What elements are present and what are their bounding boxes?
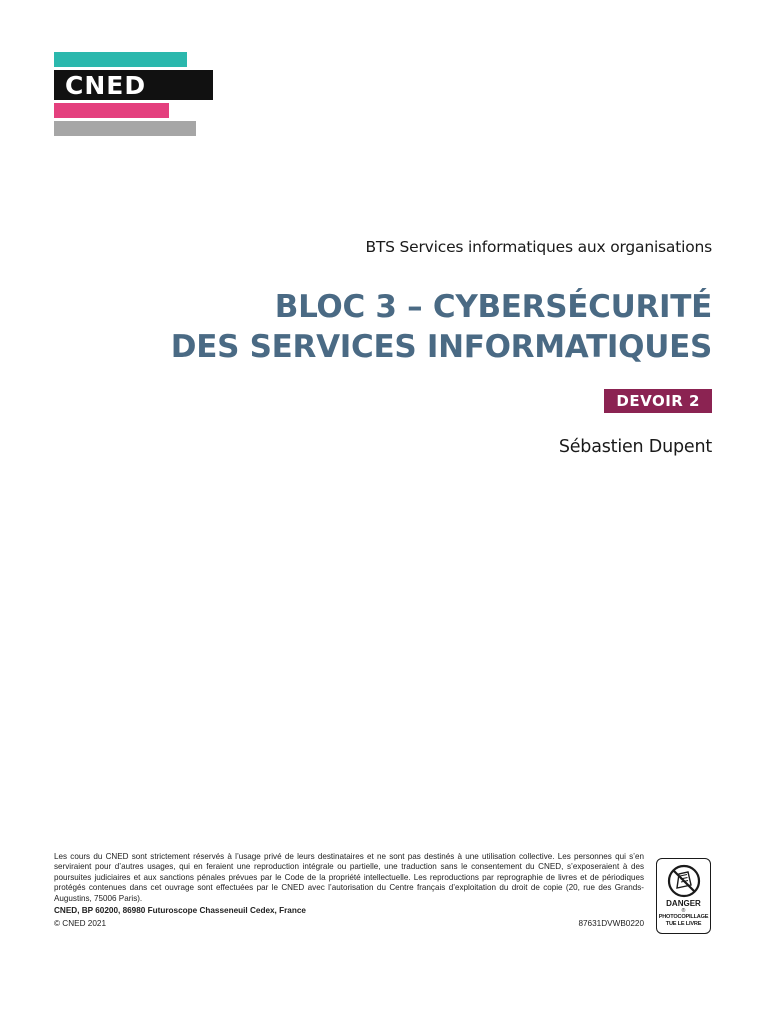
copyright: © CNED 2021 <box>54 919 106 929</box>
cned-address: CNED, BP 60200, 86980 Futuroscope Chasseneuil Cedex, France <box>54 906 306 916</box>
program-subtitle: BTS Services informatiques aux organisations <box>365 238 712 256</box>
footer-row <box>54 919 644 928</box>
devoir-badge: DEVOIR 2 <box>604 389 712 413</box>
logo-bar-teal <box>54 52 187 67</box>
legal-notice: Les cours du CNED sont strictement réservés à l’usage privé de leurs destinataires et ne sont pas destinés à une utilisation collective. Les personnes qui s’en serviraient pour d’autres usages, qui en feraient une reproduction intégrale ou partielle, une traduction sans le consentement du CNED, s’exposeraient à des poursuites judiciaires et aux sanctions pénales prévues par le Code de la propriété intellectuelle. Les reproductions par reprographie de livres et de périodiques protégés contenues dans cet ouvrage sont effectuées par le CNED avec l’autorisation du Centre français d’exploitation du droit de copie (20, rue des Grands-Augustins, 75006 Paris). <box>54 852 644 903</box>
danger-text-2: TUE LE LIVRE <box>665 920 702 927</box>
author-name: Sébastien Dupent <box>558 437 712 457</box>
logo-text: CNED <box>65 70 147 100</box>
logo-bar-pink <box>54 103 169 118</box>
danger-mark: ® <box>681 908 686 914</box>
page-title <box>92 287 712 367</box>
cover-header <box>92 238 712 457</box>
title-line-2: DES SERVICES INFORMATIQUES <box>170 329 712 365</box>
logo-bar-black <box>54 70 213 100</box>
danger-label: DANGER <box>666 899 701 908</box>
reference-code: 87631DVWB0220 <box>578 919 644 929</box>
danger-photocopillage-badge <box>656 858 711 934</box>
badge-wrap <box>92 389 712 413</box>
no-photocopy-icon <box>666 864 702 898</box>
logo-bar-gray <box>54 121 196 136</box>
danger-text-1: PHOTOCOPILLAGE <box>658 914 709 920</box>
footer <box>54 852 644 928</box>
cned-logo <box>54 52 214 136</box>
title-line-1: BLOC 3 – CYBERSÉCURITÉ <box>274 289 712 325</box>
